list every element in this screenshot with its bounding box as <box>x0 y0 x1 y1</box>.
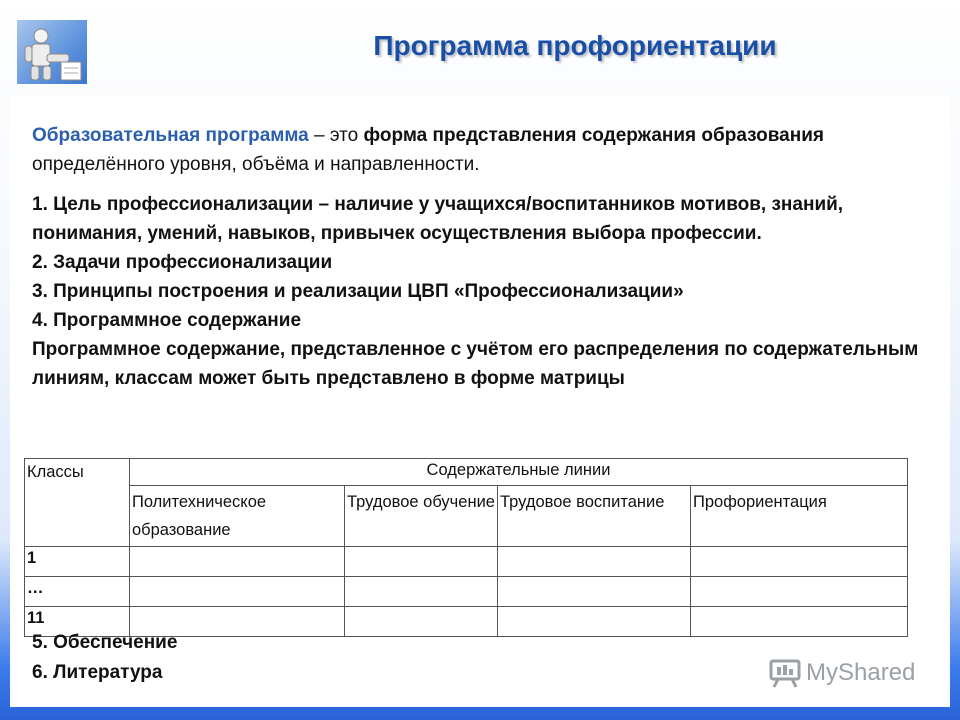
definition-rest: определённого уровня, объёма и направленности. <box>32 154 480 175</box>
slide-content <box>10 95 950 707</box>
list-item: 3. Принципы построения и реализации ЦВП «Профессионализации» <box>32 281 684 302</box>
watermark <box>768 658 915 688</box>
definition-bold-part: форма представления содержания образования <box>363 125 824 146</box>
list-item: 2. Задачи профессионализации <box>32 252 333 273</box>
program-items <box>32 190 922 393</box>
definition-paragraph <box>32 121 912 179</box>
header-content-lines: Содержательные линии <box>130 459 908 486</box>
row-class-label: 1 <box>25 547 130 577</box>
subheader-polytechnic: Политехническое образование <box>130 486 345 547</box>
definition-term: Образовательная программа <box>32 125 309 146</box>
table-row <box>25 577 908 607</box>
subheader-labor-training: Трудовое обучение <box>345 486 498 547</box>
table-cell <box>691 547 908 577</box>
table-cell <box>345 577 498 607</box>
list-item: 5. Обеспечение <box>32 632 178 653</box>
table-cell <box>498 547 691 577</box>
header-classes: Классы <box>25 459 130 547</box>
list-item: 1. Цель профессионализации – наличие у учащихся/воспитанников мотивов, знаний, понимания, умений, навыков, привычек осуществления выбора профессии. <box>32 194 844 244</box>
table-cell <box>498 607 691 637</box>
watermark-text: MyShared <box>806 659 916 686</box>
table-row <box>25 547 908 577</box>
subheader-career-guidance: Профориентация <box>691 486 908 547</box>
row-class-label: 11 <box>25 607 130 637</box>
list-item: 6. Литература <box>32 662 163 683</box>
table-cell <box>691 607 908 637</box>
footer-items <box>32 628 177 688</box>
table-cell <box>130 577 345 607</box>
row-class-label: … <box>25 577 130 607</box>
subheader-labor-education: Трудовое воспитание <box>498 486 691 547</box>
list-item: 4. Программное содержание <box>32 310 302 331</box>
content-matrix-table <box>24 458 908 637</box>
table-cell <box>691 577 908 607</box>
list-item: Программное содержание, представленное с учётом его распределения по содержательным линиям, классам может быть представлено в форме матрицы <box>32 339 919 389</box>
table-cell <box>130 547 345 577</box>
definition-dash: – это <box>308 125 364 146</box>
presentation-board-icon <box>768 658 802 688</box>
table-cell <box>345 607 498 637</box>
table-cell <box>345 547 498 577</box>
page-title: Программа профориентации <box>373 30 777 61</box>
table-cell <box>498 577 691 607</box>
